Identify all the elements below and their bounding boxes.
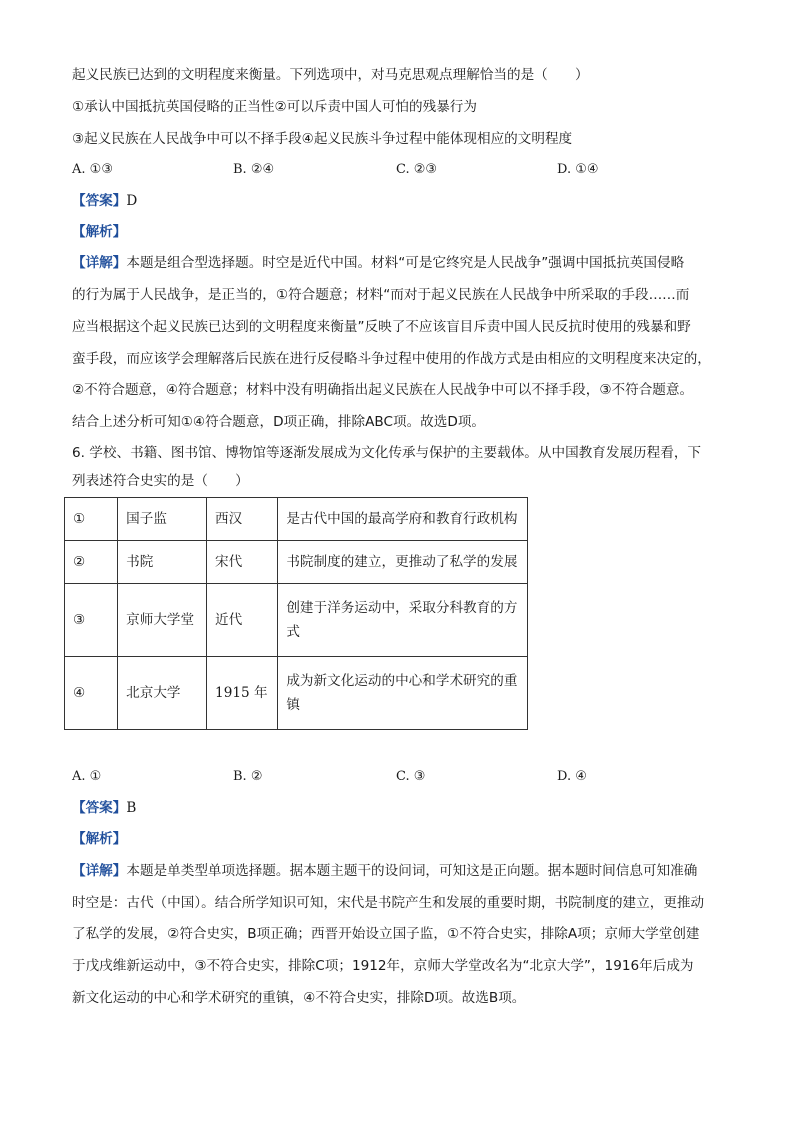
row-description: 成为新文化运动的中心和学术研究的重镇 <box>278 657 528 730</box>
detail-label: 【详解】 <box>72 255 127 271</box>
q5-detail-line-3: 应当根据这个起义民族已达到的文明程度来衡量”反映了不应该盲目斥责中国人民反抗时使用的残暴和野 <box>72 319 691 335</box>
q5-option-d <box>557 161 599 179</box>
q5-detail-line-6: 结合上述分析可知①④符合题意，D项正确，排除ABC项。故选D项。 <box>72 414 486 430</box>
q6-detail-line-4: 于戊戌维新运动中，③不符合史实，排除C项；1912年，京师大学堂改名为“北京大学”，1916年后成为 <box>72 958 694 974</box>
option-text: ④ <box>575 769 587 784</box>
option-text: ①④ <box>575 162 599 177</box>
option-letter: C. <box>396 769 410 784</box>
option-text: ①③ <box>89 162 113 177</box>
q6-answer <box>72 799 136 817</box>
answer-label: 【答案】 <box>72 800 127 816</box>
answer-value: D <box>126 193 138 209</box>
q5-analysis-heading <box>72 223 126 241</box>
q5-detail-line-4: 蛮手段，而应该学会理解落后民族在进行反侵略斗争过程中使用的作战方式是由相应的文明程度来决定的， <box>72 351 711 367</box>
option-text: ② <box>250 769 263 784</box>
row-institution: 北京大学 <box>118 657 207 730</box>
table-row <box>65 498 528 541</box>
q6-option-c <box>396 768 425 786</box>
option-letter: B. <box>233 769 247 784</box>
answer-value: B <box>126 800 137 816</box>
option-text: ②③ <box>413 162 438 177</box>
row-number: ④ <box>65 657 118 730</box>
row-number: ② <box>65 541 118 584</box>
q5-statement-line-1: ①承认中国抵抗英国侵略的正当性②可以斥责中国人可怕的残暴行为 <box>72 99 477 115</box>
answer-label: 【答案】 <box>72 193 127 209</box>
option-letter: A. <box>72 162 86 177</box>
detail-text: 本题是单类型单项选择题。据本题主题干的设问词，可知这是正向题。据本题时间信息可知准确 <box>126 863 698 879</box>
q5-answer <box>72 192 137 210</box>
q6-option-a <box>72 768 101 786</box>
q6-detail-line-3: 了私学的发展，②符合史实，B项正确；西晋开始设立国子监，①不符合史实，排除A项；京师大学堂创建 <box>72 926 700 942</box>
q5-detail-line-5: ②不符合题意，④符合题意；材料中没有明确指出起义民族在人民战争中可以不择手段，③不符合题意。 <box>72 382 694 398</box>
q6-table <box>64 497 528 730</box>
option-letter: B. <box>233 162 247 177</box>
q6-option-d <box>557 768 587 786</box>
row-description: 书院制度的建立，更推动了私学的发展 <box>278 541 528 584</box>
q6-detail-line-2: 时空是：古代（中国）。结合所学知识可知，宋代是书院产生和发展的重要时期，书院制度的建立，更推动 <box>72 895 705 911</box>
row-period: 宋代 <box>207 541 278 584</box>
detail-text: 本题是组合型选择题。时空是近代中国。材料“可是它终究是人民战争”强调中国抵抗英国侵略 <box>126 255 685 271</box>
analysis-label: 【解析】 <box>72 224 127 240</box>
q5-detail-line-2: 的行为属于人民战争，是正当的，①符合题意；材料“而对于起义民族在人民战争中所采取的手段……而 <box>72 287 690 303</box>
q6-analysis-heading <box>72 830 126 848</box>
q5-option-a <box>72 161 113 179</box>
row-period: 近代 <box>207 584 278 657</box>
q6-detail-line-1 <box>72 862 697 880</box>
row-description: 是古代中国的最高学府和教育行政机构 <box>278 498 528 541</box>
row-institution: 国子监 <box>118 498 207 541</box>
q6-stem-line-1: 6. 学校、书籍、图书馆、博物馆等逐渐发展成为文化传承与保护的主要载体。从中国教育发展历程看，下 <box>72 445 702 461</box>
analysis-label: 【解析】 <box>72 831 127 847</box>
q5-statement-line-2: ③起义民族在人民战争中可以不择手段④起义民族斗争过程中能体现相应的文明程度 <box>72 131 573 147</box>
option-letter: D. <box>557 162 572 177</box>
q5-option-c <box>396 161 437 179</box>
option-letter: C. <box>396 162 410 177</box>
row-number: ③ <box>65 584 118 657</box>
option-letter: A. <box>72 769 86 784</box>
table-row <box>65 541 528 584</box>
q6-option-b <box>233 768 262 786</box>
table-row <box>65 657 528 730</box>
option-text: ②④ <box>250 162 275 177</box>
row-period: 1915 年 <box>207 657 278 730</box>
q5-stem-tail: 起义民族已达到的文明程度来衡量。下列选项中，对马克思观点理解恰当的是（ ） <box>72 67 589 83</box>
q5-option-b <box>233 161 274 179</box>
row-description: 创建于洋务运动中，采取分科教育的方式 <box>278 584 528 657</box>
q5-detail-line-1 <box>72 254 684 272</box>
table-row <box>65 584 528 657</box>
option-text: ① <box>89 769 102 784</box>
q6-detail-line-5: 新文化运动的中心和学术研究的重镇，④不符合史实，排除D项。故选B项。 <box>72 990 526 1006</box>
detail-label: 【详解】 <box>72 863 127 879</box>
option-letter: D. <box>557 769 572 784</box>
option-text: ③ <box>413 769 426 784</box>
row-institution: 京师大学堂 <box>118 584 207 657</box>
row-institution: 书院 <box>118 541 207 584</box>
q6-stem-line-2: 列表述符合史实的是（ ） <box>72 473 249 489</box>
row-period: 西汉 <box>207 498 278 541</box>
row-number: ① <box>65 498 118 541</box>
